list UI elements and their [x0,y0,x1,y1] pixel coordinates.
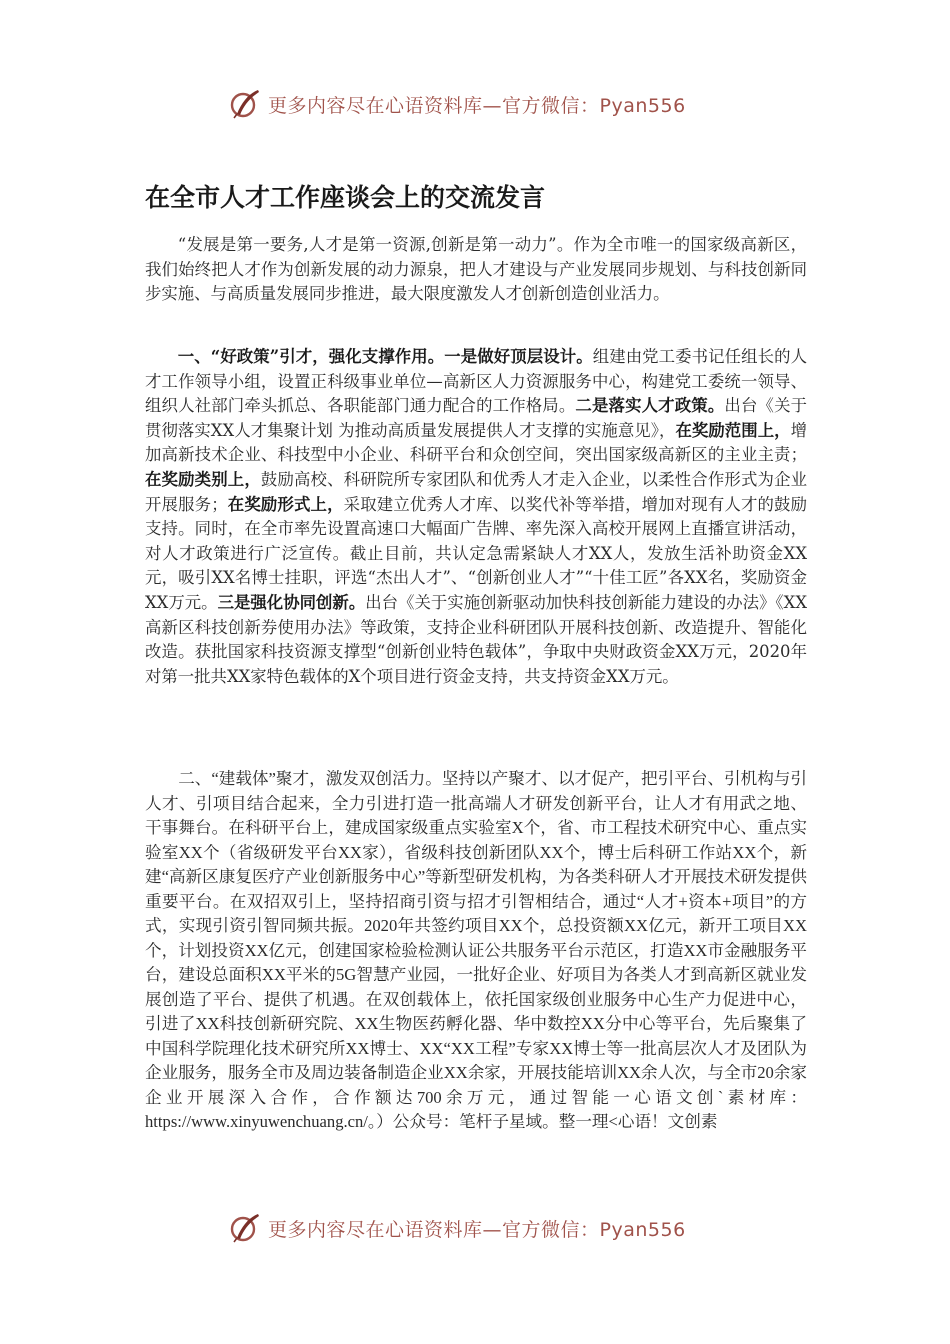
quill-pen-icon [228,1211,262,1245]
body-text: 采取建立优秀人才库、以奖代补等举措，增加对现有人才的鼓励支持。同时，在全市率先设置高速口大幅面广告牌、率先深入高校开展网上直播宣讲活动，对人才政策进行广泛宣传。截止目前，共认定急需紧缺人才XX人，发放生活补助资金XX元，吸引XX名博士挂职，评选“杰出人才”、“创新创业人才”“十佳工匠”各XX名，奖励资金XX万元。 [145,494,808,612]
body-text: 出台《关于实施创新驱动加快科技创新能力建设的办法》《XX高新区科技创新券使用办法》等政策，支持企业科研团队开展科技创新、改造提升、智能化改造。获批国家科技资源支撑型“创新创业特色载体”，争取中央财政资金XX万元，2020年对第一批共XX家特色载体的X个项目进行资金支持，共支持资金XX万元。 [145,592,807,686]
quill-pen-icon [228,87,262,121]
banner-text: 更多内容尽在心语资料库—官方微信：Pyan556 [268,94,686,117]
section-two-paragraph: 二、“建载体”聚才，激发双创活力。坚持以产聚才、以才促产，把引平台、引机构与引人才、引项目结合起来，全力引进打造一批高端人才研发创新平台，让人才有用武之地、干事舞台。在科研平台上，建成国家级重点实验室X个，省、市工程技术研究中心、重点实验室XX个（省级研发平台XX家），省级科技创新团队XX个，博士后科研工作站XX个，新建“高新区康复医疗产业创新服务中心”等新型研发机构，为各类科研人才开展技术研发提供重要平台。在双招双引上，坚持招商引资与招才引智相结合，通过“人才+资本+项目”的方式，实现引资引智同频共振。2020年共签约项目XX个，总投资额XX亿元，新开工项目XX个，计划投资XX亿元，创建国家检验检测认证公共服务平台示范区，打造XX市金融服务平台，建设总面积XX平米的5G智慧产业园，一批好企业、好项目为各类人才到高新区就业发展创造了平台、提供了机遇。在双创载体上，依托国家级创业服务中心生产力促进中心，引进了XX科技创新研究院、XX生物医药孵化器、华中数控XX分中心等平台，先后聚集了中国科学院理化技术研究所XX博士、XX“XX工程”专家XX博士等一批高层次人才及团队为企业服务，服务全市及周边装备制造企业XX余家，开展技能培训XX余人次，与全市20余家企业开展深入合作，合作额达700余万元，通过智能一心语文创`素材库：https://www.xinyuwenchuang.cn/。）公众号：笔杆子星域。整一理<心语！文创素 [145,769,807,1131]
intro-paragraph: “发展是第一要务,人才是第一资源,创新是第一动力”。作为全市唯一的国家级高新区，我们始终把人才作为创新发展的动力源泉，把人才建设与产业发展同步规划、与科技创新同步实施、与高质量发展同步推进，最大限度激发人才创新创造创业活力。 [145,235,807,304]
body-text: 出台《关于贯彻落实XX人才集聚计划 为推动高质量发展提供人才支撑的实施意见》， [145,396,808,440]
subheading: 三是强化协同创新。 [217,592,366,612]
section-one-heading: 一、“好政策”引才，强化支撑作用。一是做好顶层设计。 [177,347,593,366]
document-title: 在全市人才工作座谈会上的交流发言 [145,183,546,212]
subheading: 在奖励类别上， [145,469,261,489]
section-one-paragraph [145,345,807,689]
body-text: 组建由党工委书记任组长的人才工作领导小组，设置正科级事业单位—高新区人力资源服务中心，构建党工委统一领导、组织人社部门牵头抓总、各职能部门通力配合的工作格局。 [145,347,808,416]
subheading: 在奖励范围上， [675,420,791,440]
footer-banner [228,1210,748,1246]
banner-text: 更多内容尽在心语资料库—官方微信：Pyan556 [268,1218,686,1241]
subheading: 在奖励形式上， [227,494,344,514]
body-text: 鼓励高校、科研院所专家团队和优秀人才走入企业，以柔性合作形式为企业开展服务； [145,469,808,514]
header-banner [228,86,748,122]
body-text: 增加高新技术企业、科技型中小企业、科研平台和众创空间，突出国家级高新区的主业主责； [145,420,807,465]
subheading: 二是落实人才政策。 [575,396,725,416]
